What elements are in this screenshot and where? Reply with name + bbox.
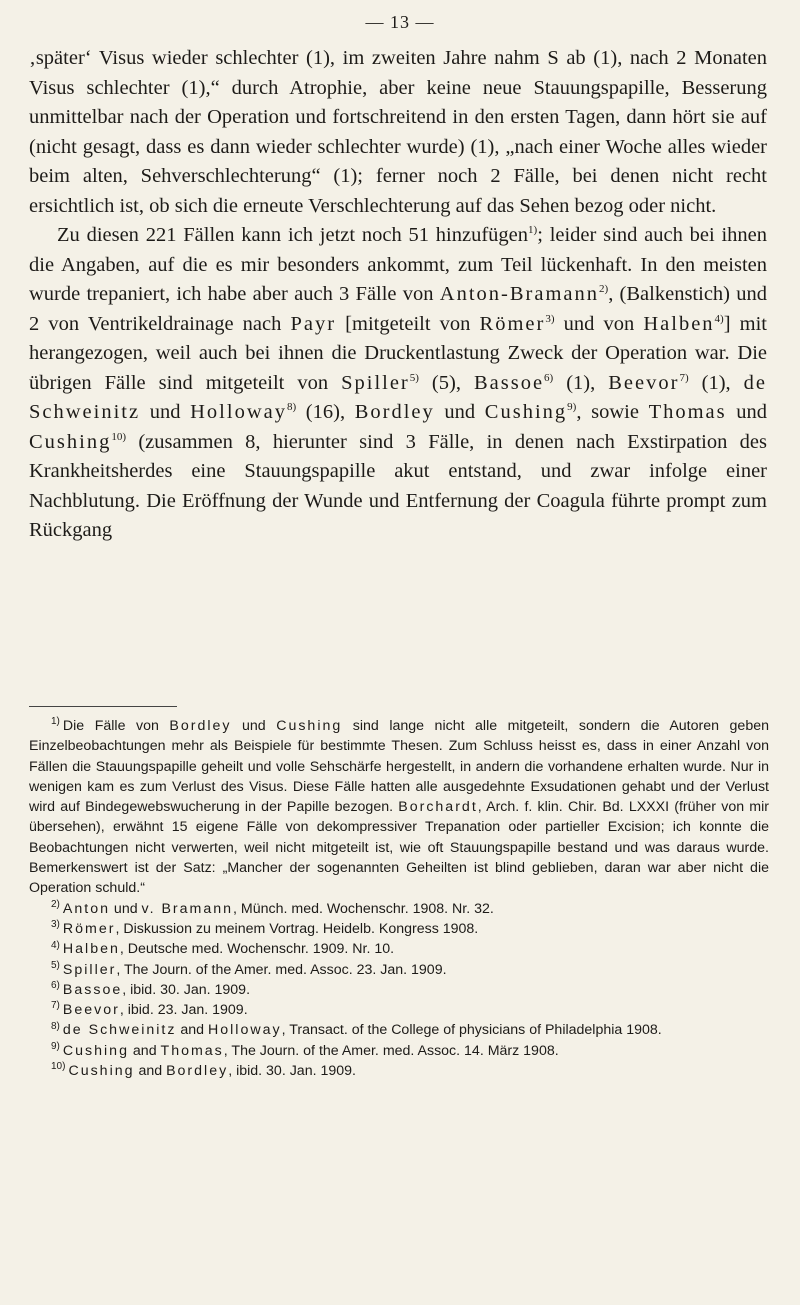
- author-name: Beevor: [62, 1002, 120, 1019]
- text-run: , The Journ. of the Amer. med. Assoc. 14. März 1908.: [223, 1042, 559, 1059]
- author-name: Bordley: [169, 718, 232, 734]
- text-run: , Münch. med. Wochenschr. 1908. Nr. 32.: [233, 900, 494, 917]
- footnote-ref-10: 10): [111, 430, 127, 443]
- text-run: ] mit herangezogen, weil auch bei ihnen die Druckentlastung Zweck der Operation war. Die übrigen Fälle sind mitgeteilt von: [29, 312, 767, 394]
- footnote-ref-9: 9): [567, 401, 577, 414]
- text-run: sind lange nicht alle mitgeteilt, sondern die Autoren geben Einzelbeobachtungen mehr als Beispiele für bestimmte Thesen. Zum Schluss heisst es, dass in einer Anzahl von Fällen die Stauungspapille geheilt und volle Sehschärfe hergestellt, in andern die vorhandene erhalten wurde. Nur in wenigen kam es zum Verlust des Visus. Diese Fälle hatten alle ausgedehnte Exsudationen gehabt und der Verlust wird auf Bindegewebswucherung in der Papille bezogen.: [29, 718, 769, 816]
- text-run: (1),: [688, 371, 744, 394]
- author-name: Cushing: [29, 430, 112, 453]
- footnote-4: [29, 939, 769, 959]
- footnote-ref-2: 2): [599, 283, 609, 296]
- text-run: und: [726, 401, 767, 423]
- footnote-number: 5): [51, 959, 60, 971]
- footnote-ref-3: 3): [545, 312, 555, 325]
- text-run: , Transact. of the College of physicians of Philadelphia 1908.: [281, 1022, 662, 1039]
- text-run: (zusammen 8, hierunter sind 3 Fälle, in denen nach Exstirpation des Krankheitsherdes eine Stauungspapille akut entstand, und zwar infolge einer Nachblutung. Die Eröffnung der Wunde und Entfernung der Coagula führte prompt zum Rückgang: [29, 430, 767, 541]
- footnotes: [29, 716, 769, 1081]
- author-name: Anton-Bramann: [439, 283, 600, 305]
- author-name: Halben: [643, 312, 715, 335]
- author-name: Römer: [62, 920, 116, 937]
- text-run: und: [434, 401, 485, 423]
- author-name: Cushing: [62, 1042, 129, 1059]
- author-name: Holloway: [208, 1022, 282, 1039]
- footnote-2: [29, 899, 769, 919]
- footnote-ref-6: 6): [544, 371, 554, 384]
- paragraph-1: [29, 44, 767, 221]
- text-run: and: [134, 1063, 167, 1080]
- author-name: Beevor: [608, 371, 680, 394]
- author-name: Cushing: [276, 718, 343, 734]
- footnote-ref-5: 5): [409, 371, 419, 384]
- footnote-1: [29, 716, 769, 899]
- author-name: Thomas: [648, 401, 727, 423]
- footnote-ref-4: 4): [714, 312, 724, 325]
- author-name: de Schweinitz: [62, 1022, 177, 1039]
- footnote-8: [29, 1020, 769, 1040]
- footnote-9: [29, 1041, 769, 1061]
- author-name: Payr: [290, 312, 337, 335]
- text-run: und: [231, 718, 277, 734]
- author-name: v. Bramann: [141, 900, 234, 917]
- footnote-number: 3): [51, 919, 60, 931]
- text-run: and: [176, 1022, 209, 1039]
- author-name: Römer: [479, 312, 546, 335]
- author-name: Spiller: [341, 371, 410, 394]
- footnote-3: [29, 919, 769, 939]
- footnote-number: 1): [51, 716, 60, 728]
- footnote-number: 4): [51, 939, 60, 951]
- text-run: , Arch. f. klin. Chir. Bd. LXXXI (früher von mir übersehen), erwähnt 15 eigene Fälle von dekompressiver Trepanation oder partieller Excision; ich konnte die Beobachtungen nicht verwerten, weil nicht mitgeteilt ist, wie oft Stauungspapille bestand und was daraus wurde. Bemerkenswert ist der Satz: „Mancher der sogenannten Geheilten ist blind geblieben, daran war aber nicht die Operation schuld.“: [29, 799, 769, 897]
- author-name: Thomas: [160, 1042, 224, 1059]
- text-run: und von: [554, 312, 644, 335]
- text-run: [mitgeteilt von: [336, 312, 480, 335]
- paragraph-1-text: ‚später‘ Visus wieder schlechter (1), im zweiten Jahre nahm S ab (1), nach 2 Monaten Visus schlechter (1),“ durch Atrophie, aber keine neue Stauungspapille, Besserung unmittelbar nach der Operation und fortschreitend in den ersten Tagen, dann hört sie auf (nicht gesagt, dass es dann wieder schlechter wurde) (1), „nach einer Woche alles wieder beim alten, Sehverschlechterung“ (1); ferner noch 2 Fälle, bei denen nicht recht ersichtlich ist, ob sich die erneute Verschlechterung auf das Sehen bezog oder nicht.: [29, 47, 767, 217]
- text-run: und: [109, 900, 142, 917]
- footnote-ref-1: 1): [528, 224, 538, 237]
- text-run: und: [140, 401, 191, 423]
- author-name: Borchardt: [398, 799, 478, 816]
- text-run: (16),: [296, 401, 355, 423]
- footnote-number: 2): [51, 898, 60, 910]
- footnote-number: 7): [51, 1000, 60, 1012]
- text-run: Die Fälle von: [62, 718, 170, 734]
- page-number: — 13 —: [365, 12, 435, 32]
- text-run: (1),: [553, 371, 609, 394]
- footnote-6: [29, 980, 769, 1000]
- text-run: , (Balkenstich) und 2 von Ventrikeldrainage nach: [29, 283, 767, 335]
- footnote-5: [29, 960, 769, 980]
- text-run: ; leider sind auch bei ihnen die Angaben, auf die es mir besonders ankommt, zum Teil lückenhaft. In den meisten wurde trepaniert, ich habe aber auch 3 Fälle von: [29, 224, 767, 305]
- text-run: , ibid. 23. Jan. 1909.: [119, 1002, 248, 1019]
- author-name: de Schweinitz: [29, 371, 768, 423]
- author-name: Spiller: [62, 961, 117, 978]
- text-run: , sowie: [576, 401, 649, 423]
- body-text: [29, 44, 767, 546]
- text-run: (5),: [418, 371, 474, 394]
- author-name: Anton: [62, 900, 110, 917]
- author-name: Cushing: [68, 1063, 135, 1080]
- author-name: Holloway: [190, 401, 287, 423]
- author-name: Bassoe: [62, 981, 123, 998]
- footnote-number: 8): [51, 1020, 60, 1032]
- text-run: and: [128, 1042, 161, 1059]
- author-name: Halben: [62, 941, 120, 958]
- paragraph-2: [29, 221, 767, 546]
- footnote-separator: [29, 706, 177, 707]
- author-name: Bordley: [166, 1063, 229, 1080]
- text-run: , ibid. 30. Jan. 1909.: [228, 1063, 356, 1080]
- footnote-number: 6): [51, 980, 60, 992]
- text-run: , Diskussion zu meinem Vortrag. Heidelb. Kongress 1908.: [115, 920, 479, 937]
- author-name: Bassoe: [473, 371, 545, 394]
- footnote-number: 9): [51, 1041, 60, 1053]
- author-name: Bordley: [354, 401, 435, 423]
- author-name: Cushing: [484, 401, 568, 423]
- footnote-ref-8: 8): [286, 401, 297, 414]
- text-run: , ibid. 30. Jan. 1909.: [122, 981, 251, 998]
- text-run: Zu diesen 221 Fällen kann ich jetzt noch 51 hinzufügen: [57, 224, 529, 246]
- footnote-10: [29, 1061, 769, 1081]
- footnote-ref-7: 7): [679, 371, 689, 384]
- footnote-number: 10): [51, 1061, 66, 1073]
- footnote-7: [29, 1000, 769, 1020]
- text-run: , Deutsche med. Wochenschr. 1909. Nr. 10.: [119, 941, 395, 958]
- text-run: , The Journ. of the Amer. med. Assoc. 23. Jan. 1909.: [116, 961, 447, 978]
